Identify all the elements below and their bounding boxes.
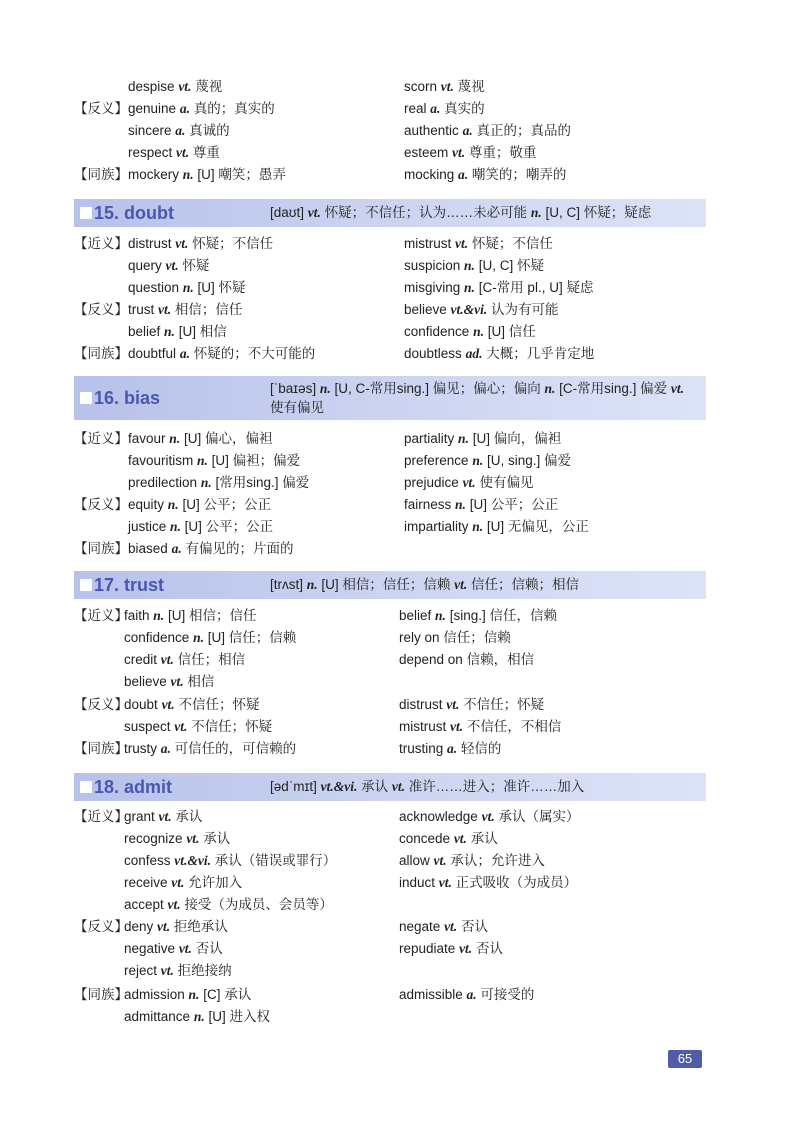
square-bullet-icon	[80, 207, 92, 219]
term: mistrust vt. 不信任，不相信	[399, 719, 562, 734]
family-tag: 【同族】	[74, 741, 128, 756]
term: depend on 信赖，相信	[399, 652, 535, 667]
term: esteem vt. 尊重；敬重	[404, 145, 537, 160]
entry-row	[0, 828, 800, 850]
headword: 18. admit	[94, 777, 173, 797]
synonym-tag: 【近义】	[74, 608, 128, 623]
entry-row	[0, 343, 800, 365]
entry-row	[0, 321, 800, 343]
entry-row	[0, 627, 800, 649]
term: negative vt. 否认	[124, 941, 223, 956]
term: favouritism n. [U] 偏袒；偏爱	[128, 453, 301, 468]
entry-row	[0, 299, 800, 321]
entry-row	[0, 605, 800, 627]
term: justice n. [U] 公平；公正	[128, 519, 274, 534]
term: suspect vt. 不信任；怀疑	[124, 719, 273, 734]
term: biased a. 有偏见的；片面的	[128, 541, 294, 556]
term: favour n. [U] 偏心，偏袒	[128, 431, 273, 446]
synonym-tag: 【近义】	[74, 236, 128, 251]
entry-row	[0, 494, 800, 516]
entry-row	[0, 472, 800, 494]
entry-row	[0, 984, 800, 1006]
entry-row	[0, 649, 800, 671]
headword-definition: [daʊt] vt. 怀疑；不信任；认为……未必可能 n. [U, C] 怀疑；疑虑	[270, 205, 652, 220]
term: faith n. [U] 相信；信任	[124, 608, 257, 623]
term: accept vt. 接受（为成员、会员等）	[124, 897, 333, 912]
term: believe vt. 相信	[124, 674, 215, 689]
headword-definition: [ˈbaɪəs] n. [U, C-常用sing.] 偏见；偏心；偏向 n. [C-常用sing.] 偏爱 vt. 使有偏见	[270, 381, 685, 415]
entry-row	[0, 938, 800, 960]
antonym-tag: 【反义】	[74, 497, 128, 512]
term: distrust vt. 怀疑；不信任	[128, 236, 274, 251]
term: doubtful a. 怀疑的；不大可能的	[128, 346, 316, 361]
term: repudiate vt. 否认	[399, 941, 503, 956]
term: rely on 信任；信赖	[399, 630, 511, 645]
entry-row	[0, 738, 800, 760]
term: reject vt. 拒绝接纳	[124, 963, 232, 978]
entry-row	[0, 538, 800, 560]
term: sincere a. 真诚的	[128, 123, 230, 138]
term: receive vt. 允许加入	[124, 875, 243, 890]
term: authentic a. 真正的；真品的	[404, 123, 571, 138]
family-tag: 【同族】	[74, 987, 128, 1002]
term: allow vt. 承认；允许进入	[399, 853, 545, 868]
term: believe vt.&vi. 认为有可能	[404, 302, 559, 317]
term: admissible a. 可接受的	[399, 987, 535, 1002]
term: trust vt. 相信；信任	[128, 302, 243, 317]
term: distrust vt. 不信任；怀疑	[399, 697, 545, 712]
term: acknowledge vt. 承认（属实）	[399, 809, 580, 824]
entry-row	[0, 1006, 800, 1028]
family-tag: 【同族】	[74, 541, 128, 556]
term: genuine a. 真的；真实的	[128, 101, 275, 116]
term: credit vt. 信任；相信	[124, 652, 246, 667]
term: despise vt. 蔑视	[128, 79, 223, 94]
entry-row	[0, 120, 800, 142]
square-bullet-icon	[80, 781, 92, 793]
headword: 16. bias	[94, 388, 161, 408]
term: grant vt. 承认	[124, 809, 203, 824]
term: deny vt. 拒绝承认	[124, 919, 228, 934]
family-tag: 【同族】	[74, 346, 128, 361]
entry-row	[0, 716, 800, 738]
entry-header-trust	[74, 571, 706, 599]
entry-row	[0, 516, 800, 538]
term: doubtless ad. 大概；几乎肯定地	[404, 346, 595, 361]
entry-row	[0, 142, 800, 164]
entry-row	[0, 916, 800, 938]
term: mockery n. [U] 嘲笑；愚弄	[128, 167, 286, 182]
page-number: 65	[668, 1050, 702, 1068]
antonym-tag: 【反义】	[74, 919, 128, 934]
term: admittance n. [U] 进入权	[124, 1009, 270, 1024]
term: prejudice vt. 使有偏见	[404, 475, 534, 490]
term: trusty a. 可信任的，可信赖的	[124, 741, 297, 756]
term: doubt vt. 不信任；怀疑	[124, 697, 260, 712]
square-bullet-icon	[80, 579, 92, 591]
entry-row	[0, 255, 800, 277]
entry-row	[0, 76, 800, 98]
synonym-tag: 【近义】	[74, 809, 128, 824]
term: mistrust vt. 怀疑；不信任	[404, 236, 553, 251]
term: impartiality n. [U] 无偏见，公正	[404, 519, 589, 534]
entry-row	[0, 850, 800, 872]
square-bullet-icon	[80, 392, 92, 404]
antonym-tag: 【反义】	[74, 302, 128, 317]
headword: 15. doubt	[94, 203, 174, 223]
entry-header-doubt	[74, 199, 706, 227]
term: preference n. [U, sing.] 偏爱	[404, 453, 571, 468]
term: partiality n. [U] 偏向，偏袒	[404, 431, 562, 446]
term: negate vt. 否认	[399, 919, 488, 934]
term: respect vt. 尊重	[128, 145, 220, 160]
entry-row	[0, 450, 800, 472]
term: confess vt.&vi. 承认（错误或罪行）	[124, 853, 337, 868]
headword-definition: [trʌst] n. [U] 相信；信任；信赖 vt. 信任；信赖；相信	[270, 577, 580, 592]
term: induct vt. 正式吸收（为成员）	[399, 875, 578, 890]
family-tag: 【同族】	[74, 167, 128, 182]
term: trusting a. 轻信的	[399, 741, 502, 756]
term: real a. 真实的	[404, 101, 485, 116]
term: scorn vt. 蔑视	[404, 79, 485, 94]
entry-row	[0, 872, 800, 894]
term: confidence n. [U] 信任；信赖	[124, 630, 297, 645]
term: admission n. [C] 承认	[124, 987, 252, 1002]
term: question n. [U] 怀疑	[128, 280, 246, 295]
entry-row	[0, 428, 800, 450]
term: belief n. [U] 相信	[128, 324, 227, 339]
term: query vt. 怀疑	[128, 258, 210, 273]
term: recognize vt. 承认	[124, 831, 231, 846]
entry-row	[0, 164, 800, 186]
entry-row	[0, 277, 800, 299]
term: suspicion n. [U, C] 怀疑	[404, 258, 544, 273]
term: concede vt. 承认	[399, 831, 498, 846]
entry-row	[0, 694, 800, 716]
term: confidence n. [U] 信任	[404, 324, 536, 339]
term: fairness n. [U] 公平；公正	[404, 497, 559, 512]
entry-row	[0, 894, 800, 916]
antonym-tag: 【反义】	[74, 101, 128, 116]
term: mocking a. 嘲笑的；嘲弄的	[404, 167, 567, 182]
entry-row	[0, 233, 800, 255]
entry-header-admit	[74, 773, 706, 801]
term: belief n. [sing.] 信任，信赖	[399, 608, 557, 623]
antonym-tag: 【反义】	[74, 697, 128, 712]
entry-header-bias	[74, 376, 706, 420]
term: predilection n. [常用sing.] 偏爱	[128, 475, 310, 490]
entry-row	[0, 960, 800, 982]
entry-row	[0, 671, 800, 693]
term: equity n. [U] 公平；公正	[128, 497, 271, 512]
term: misgiving n. [C-常用 pl., U] 疑虑	[404, 280, 594, 295]
synonym-tag: 【近义】	[74, 431, 128, 446]
entry-row	[0, 98, 800, 120]
headword-definition: [ədˈmɪt] vt.&vi. 承认 vt. 准许……进入；准许……加入	[270, 779, 585, 794]
entry-row	[0, 806, 800, 828]
headword: 17. trust	[94, 575, 165, 595]
